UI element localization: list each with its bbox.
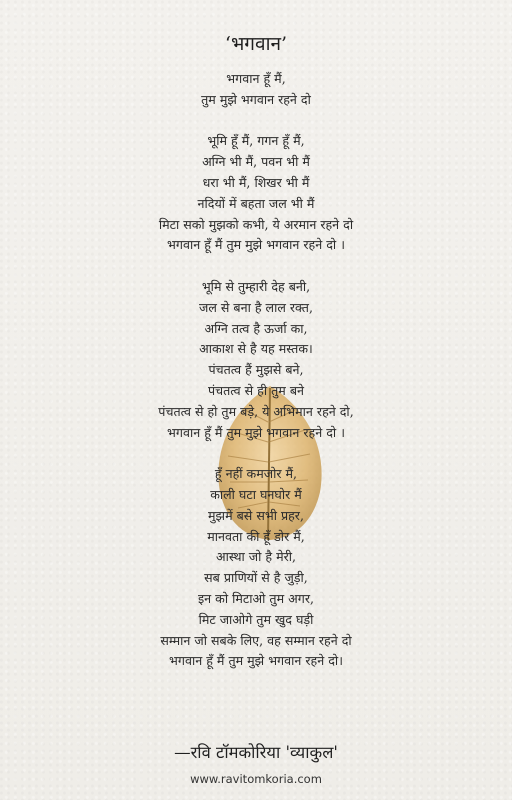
poem-line: भगवान हूँ मैं तुम मुझे भगवान रहने दो। — [169, 653, 343, 669]
poem-line: पंचतत्व से हो तुम बड़े, ये अभिमान रहने दो, — [158, 403, 354, 419]
poem-line: काली घटा घनघोर मैं — [210, 486, 302, 502]
poem-line: इन को मिटाओ तुम अगर, — [198, 590, 314, 606]
website-link[interactable]: www.ravitomkoria.com — [190, 772, 322, 786]
poem-line: तुम मुझे भगवान रहने दो — [201, 91, 311, 107]
stanza-gap — [0, 443, 512, 464]
poem-body — [0, 69, 512, 672]
poem-line: अग्नि तत्व है ऊर्जा का, — [204, 320, 308, 336]
poem-line: अग्नि भी मैं, पवन भी मैं — [202, 154, 310, 170]
poem-line: हूँ नहीं कमजोर मैं, — [214, 466, 298, 482]
poem-line: आस्था जो है मेरी, — [215, 549, 297, 565]
poem-line: पंचतत्व हैं मुझसे बने, — [208, 362, 304, 378]
stanza-gap — [0, 111, 512, 132]
poem-line: मिटा सको मुझको कभी, ये अरमान रहने दो — [158, 216, 354, 232]
poem-line: भगवान हूँ मैं, — [226, 71, 286, 86]
poem-line: भगवान हूँ मैं तुम मुझे भगवान रहने दो । — [167, 237, 345, 253]
poem-line: भूमि से तुम्हारी देह बनी, — [201, 278, 311, 294]
author-signature: —रवि टॉमकोरिया 'व्याकुल' — [174, 743, 338, 762]
poem-line: आकाश से है यह मस्तक। — [199, 341, 313, 357]
poem-title: ‘भगवान’ — [224, 33, 288, 55]
poem-line: भगवान हूँ मैं तुम मुझे भगवान रहने दो । — [167, 424, 345, 440]
poem-line: मिट जाओगे तुम खुद घड़ी — [198, 611, 314, 627]
poem-line: सब प्राणियों से है जुड़ी, — [204, 570, 308, 586]
poem-line: धरा भी मैं, शिखर भी मैं — [202, 174, 310, 190]
poem-line: नदियों में बहता जल भी मैं — [197, 195, 315, 211]
poem-line: मुझमें बसे सभी प्रहर, — [208, 507, 304, 523]
poem-line: सम्मान जो सबके लिए, वह सम्मान रहने दो — [160, 632, 352, 648]
stanza-gap — [0, 256, 512, 277]
poem-line: मानवता की हूँ डोर मैं, — [207, 528, 305, 544]
poem-line: भूमि हूँ मैं, गगन हूँ मैं, — [207, 133, 305, 149]
poem-line: पंचतत्व से ही तुम बने — [207, 382, 305, 398]
poem-line: जल से बना है लाल रक्त, — [199, 299, 313, 315]
